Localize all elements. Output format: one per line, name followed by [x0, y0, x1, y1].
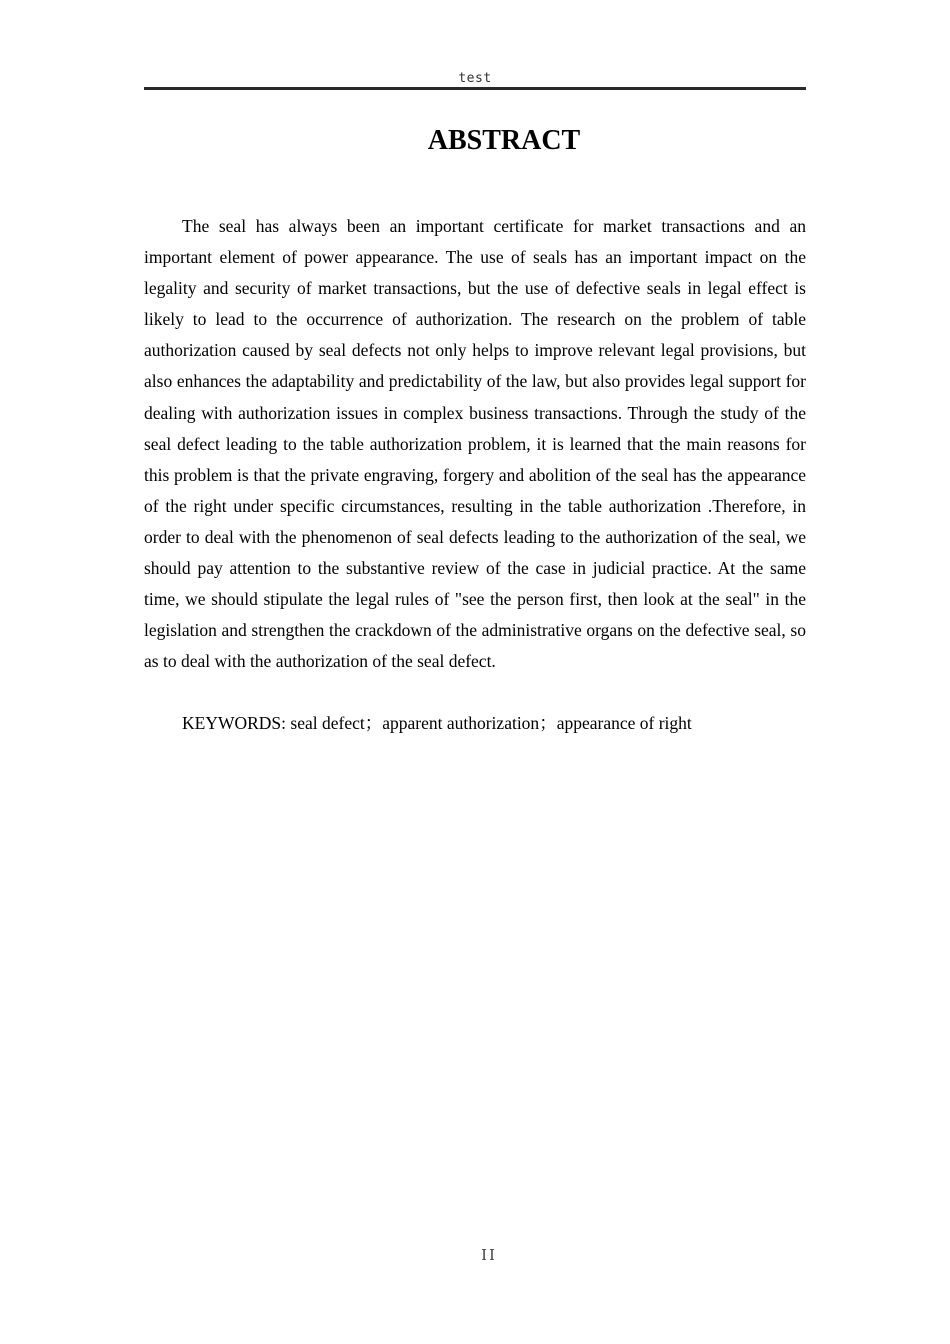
- keywords-label: KEYWORDS:: [182, 713, 287, 733]
- keyword-separator: ；: [364, 713, 383, 733]
- page-header: [144, 70, 806, 92]
- keyword-item: appearance of right: [556, 713, 692, 733]
- keyword-item: seal defect: [290, 713, 365, 733]
- keyword-separator: ；: [539, 713, 557, 733]
- keywords-line: [144, 708, 806, 739]
- keyword-item: apparent authorization: [382, 713, 540, 733]
- page-number: II: [481, 1246, 497, 1264]
- abstract-title: ABSTRACT: [427, 125, 581, 156]
- header-text: test: [458, 71, 492, 86]
- header-rule: [144, 87, 806, 90]
- abstract-paragraph: The seal has always been an important certificate for market transactions and an important element of power appearance. The use of seals has an important impact on the legality and security of market transactions, but the use of defective seals in legal effect is likely to lead to the occurrence of authorization. The research on the problem of table authorization caused by seal defects not only helps to improve relevant legal provisions, but also enhances the adaptability and predictability of the law, but also provides legal support for dealing with authorization issues in complex business transactions. Through the study of the seal defect leading to the table authorization problem, it is learned that the main reasons for this problem is that the private engraving, forgery and abolition of the seal has the appearance of the right under specific circumstances, resulting in the table authorization .Therefore, in order to deal with the phenomenon of seal defects leading to the authorization of the seal, we should pay attention to the substantive review of the case in judicial practice. At the same time, we should stipulate the legal rules of "see the person first, then look at the seal" in the legislation and strengthen the crackdown of the administrative organs on the defective seal, so as to deal with the authorization of the seal defect.: [144, 216, 806, 672]
